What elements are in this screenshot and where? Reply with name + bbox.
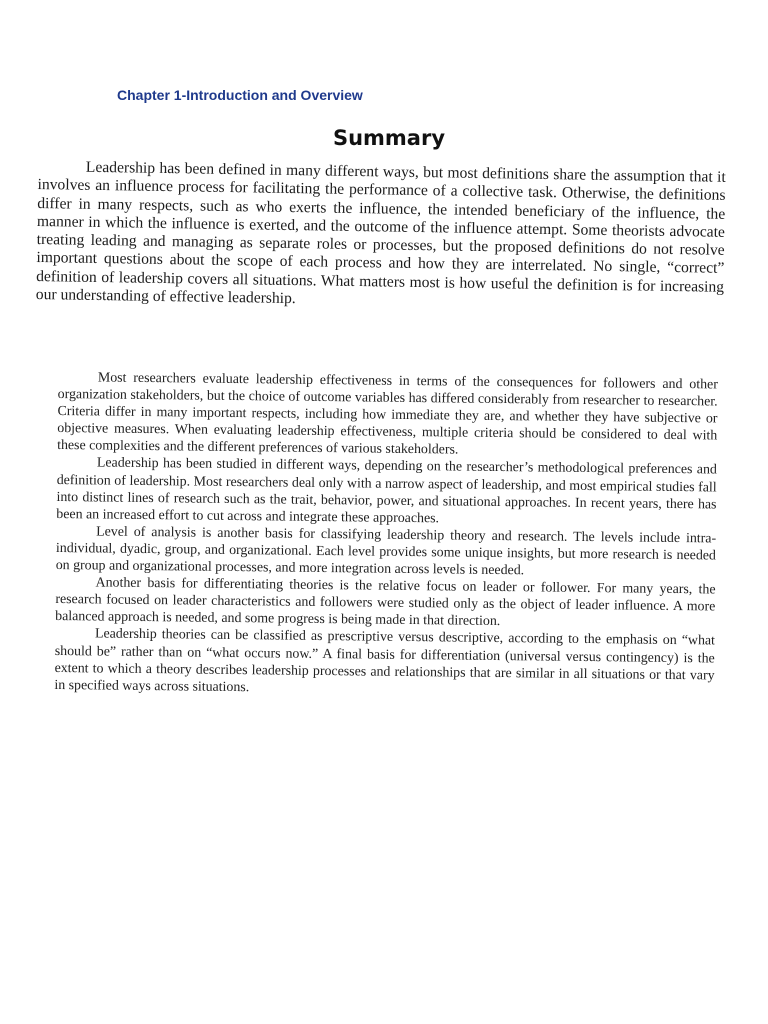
paragraph-leader-follower: Another basis for differentiating theories is the relative focus on leader or follower. For many years, the research focused on leader characteristics and followers were studied only as the object of leader influence. A more balanced approach is needed, and some progress is being made in that direction. — [55, 575, 716, 630]
summary-title: Summary — [332, 126, 446, 150]
chapter-heading: Chapter 1-Introduction and Overview — [117, 87, 363, 103]
paragraph-approaches: Leadership has been studied in different ways, depending on the researcher’s methodological preferences and definition of leadership. Most researchers deal only with a narrow aspect of leadership, and most empirical studies fall into distinct lines of research such as the trait, behavior, power, and situational approaches. In recent years, there has been an increased effort to cut across and integrate these approaches. — [56, 455, 717, 527]
paragraph-levels: Level of analysis is another basis for classifying leadership theory and research. The levels include intra-individual, dyadic, group, and organizational. Each level provides some unique insights, but more research is needed on group and organizational processes, and more integration across levels is needed. — [55, 524, 717, 579]
summary-paragraph: Leadership has been defined in many different ways, but most definitions share the assumption that it involves an influence process for facilitating the performance of a collective task. Otherwise, the definitions differ in many respects, such as who exerts the influence, the intended beneficiary of the influence, the manner in which the influence is exerted, and the outcome of the influence attempt. Some theorists advocate treating leading and managing as separate roles or processes, but the proposed definitions do not resolve important questions about the scope of each process and how they are interrelated. No single, “correct” definition of leadership covers all situations. What matters most is how useful the definition is for increasing our understanding of effective leadership. — [35, 158, 726, 308]
paragraph-effectiveness: Most researchers evaluate leadership effectiveness in terms of the consequences for followers and other organization stakeholders, but the choice of outcome variables has differed considerably from researcher to researcher. Criteria differ in many important respects, including how immediate they are, and whether they have subjective or objective measures. When evaluating leadership effectiveness, multiple criteria should be considered to deal with these complexities and the different preferences of various stakeholders. — [57, 370, 718, 458]
paragraph-prescriptive: Leadership theories can be classified as prescriptive versus descriptive, according to the emphasis on “what should be” rather than on “what occurs now.” A final basis for differentiation (universal versus contingency) is the extent to which a theory describes leadership processes and relationships that are similar in all situations or that vary in specified ways across situations. — [54, 626, 716, 695]
body-text — [54, 369, 718, 701]
